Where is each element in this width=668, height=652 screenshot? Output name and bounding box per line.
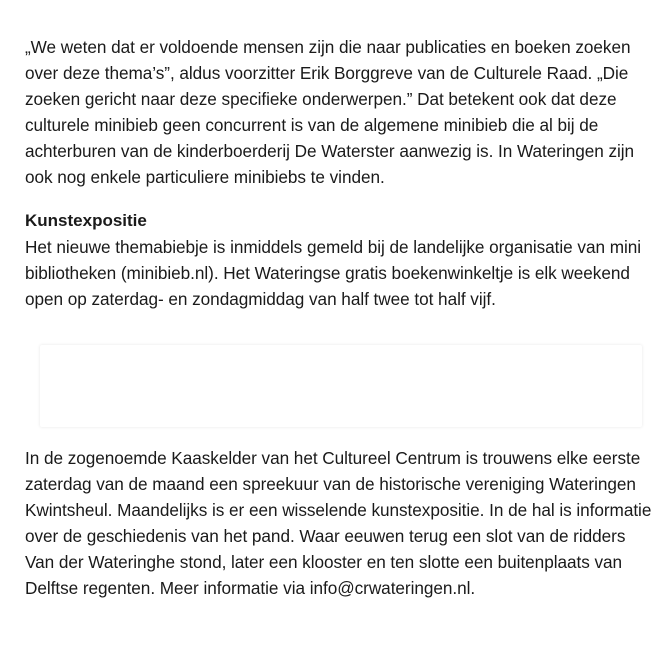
article-paragraph-2: Het nieuwe themabiebje is inmiddels gemeld bij de landelijke organisatie van mini bibliotheken (minibieb.nl). Het Wateringse gratis boekenwinkeltje is elk weekend open op zaterdag- en zondagmiddag van half twee tot half vijf. [25,237,642,309]
article-paragraph-1: „We weten dat er voldoende mensen zijn die naar publicaties en boeken zoeken over deze thema’s”, aldus voorzitter Erik Borggreve van de Culturele Raad. „Die zoeken gericht naar deze specifieke onderwerpen.” Dat betekent ook dat deze culturele minibieb geen concurrent is van de algemene minibieb die al bij de achterburen van de kinderboerderij De Waterster aanwezig is. In Wateringen zijn ook nog enkele particuliere minibiebs te vinden. [25,37,635,187]
article-paragraph-3: In de zogenoemde Kaaskelder van het Cultureel Centrum is trouwens elke eerste zaterdag van de maand een spreekuur van de historische vereniging Wateringen Kwintsheul. Maandelijks is er een wisselende kunstexpositie. In de hal is informatie over de geschiedenis van het pand. Waar eeuwen terug een slot van de ridders Van der Wateringhe stond, later een klooster en ten slotte een buitenplaats van Delftse regenten. Meer informatie via info@crwateringen.nl. [25,448,652,598]
section-heading-kunstexpositie: Kunstexpositie [25,211,147,230]
article-body-continued [25,445,657,601]
advertisement-placeholder [40,345,642,427]
article-body [25,34,657,312]
